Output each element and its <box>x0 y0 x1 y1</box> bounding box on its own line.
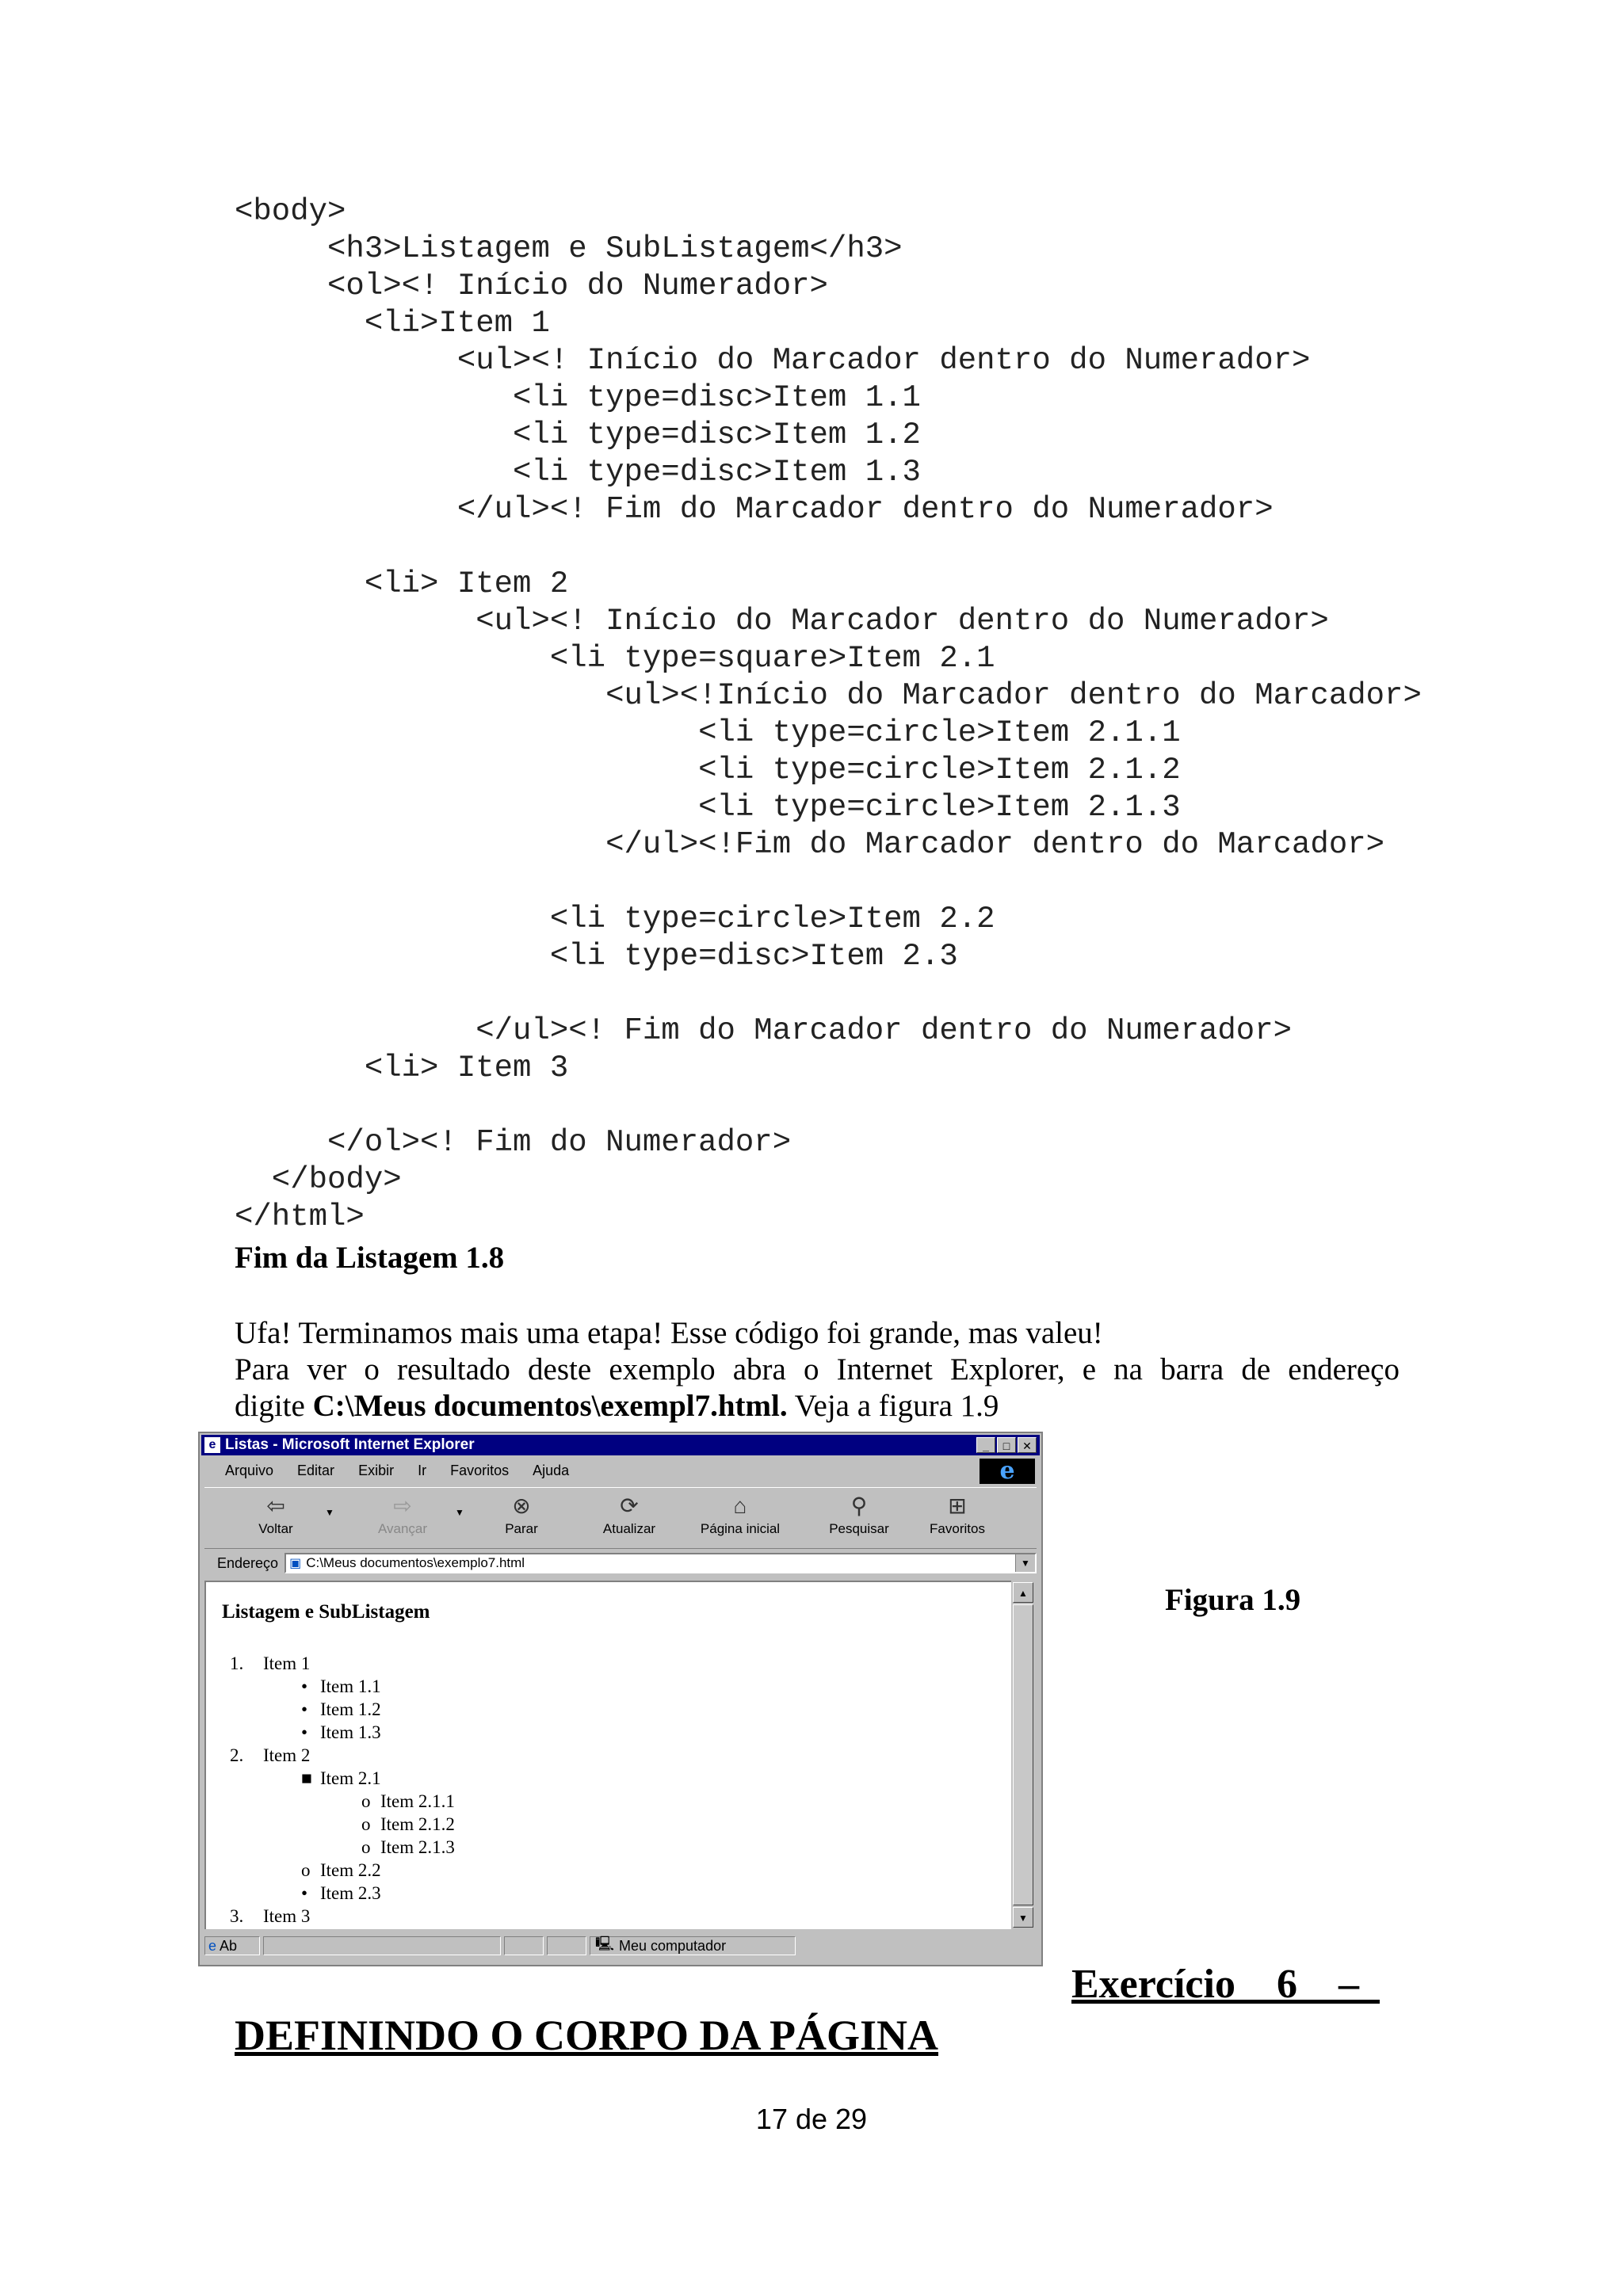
code-line: <ul><! Início do Marcador dentro do Numerador> <box>235 604 1329 639</box>
list-item <box>301 1768 381 1789</box>
status-bar <box>204 1934 1037 1958</box>
list-marker: o <box>301 1860 311 1880</box>
title-bar <box>201 1435 1040 1455</box>
code-line: </html> <box>235 1199 365 1234</box>
list-marker: o <box>361 1791 371 1811</box>
code-line: <li type=circle>Item 2.2 <box>235 902 995 936</box>
menu-ajuda[interactable]: Ajuda <box>533 1462 570 1478</box>
back-arrow-icon: ⇦ <box>266 1493 285 1518</box>
list-item-text: Item 2.1.3 <box>380 1837 455 1857</box>
menu-bar <box>204 1459 1037 1482</box>
address-dropdown-icon[interactable]: ▼ <box>1015 1554 1035 1572</box>
toolbar <box>204 1487 1037 1549</box>
address-value: C:\Meus documentos\exemplo7.html <box>306 1555 525 1570</box>
list-marker: • <box>301 1676 308 1696</box>
forward-button[interactable] <box>355 1491 450 1537</box>
paragraph-2: Para ver o resultado deste exemplo abra o Internet Explorer, e na barra de endereço <box>235 1352 1400 1386</box>
list-marker: o <box>361 1837 371 1857</box>
code-line: <li> Item 2 <box>235 566 569 601</box>
code-line: <ul><!Início do Marcador dentro do Marcador> <box>235 678 1422 713</box>
list-item <box>301 1883 381 1904</box>
list-item <box>301 1676 381 1697</box>
list-item-text: Item 3 <box>263 1906 311 1926</box>
menu-arquivo[interactable]: Arquivo <box>225 1462 274 1478</box>
code-line: <li type=disc>Item 1.3 <box>235 455 921 490</box>
figure-caption: Figura 1.9 <box>1165 1583 1301 1617</box>
favorites-icon: ⊞ <box>948 1493 967 1518</box>
list-item <box>230 1906 310 1927</box>
page-viewport <box>204 1581 1011 1929</box>
status-label: Ab <box>220 1937 238 1954</box>
code-line: <li type=square>Item 2.1 <box>235 641 995 676</box>
refresh-icon: ⟳ <box>620 1493 639 1518</box>
list-marker: 3. <box>230 1906 244 1926</box>
list-marker: • <box>301 1699 308 1719</box>
computer-icon: 🖳 <box>595 1936 615 1951</box>
code-line: <ol><! Início do Numerador> <box>235 269 828 303</box>
code-line: </ul><!Fim do Marcador dentro do Marcador> <box>235 827 1385 862</box>
code-line: <li type=disc>Item 1.2 <box>235 418 921 452</box>
code-line: <li>Item 1 <box>235 306 550 341</box>
page-icon: ▣ <box>289 1557 302 1570</box>
list-item-text: Item 1.3 <box>320 1722 381 1742</box>
search-label: Pesquisar <box>829 1521 889 1536</box>
list-item-text: Item 2.1.2 <box>380 1814 455 1834</box>
menu-ir[interactable]: Ir <box>418 1462 427 1478</box>
scroll-up-icon[interactable]: ▲ <box>1013 1582 1033 1603</box>
status-cell-a <box>504 1936 544 1955</box>
code-line: <body> <box>235 194 346 229</box>
list-marker: o <box>361 1814 371 1834</box>
list-item <box>301 1699 381 1720</box>
list-marker: • <box>301 1722 308 1742</box>
section-heading: DEFININDO O CORPO DA PÁGINA <box>235 2012 939 2059</box>
list-item-text: Item 1.2 <box>320 1699 381 1719</box>
code-line <box>235 528 1422 566</box>
home-icon: ⌂ <box>733 1493 747 1518</box>
list-item-text: Item 1 <box>263 1653 311 1673</box>
status-text <box>204 1936 260 1955</box>
address-input[interactable] <box>285 1553 1037 1573</box>
code-line: </body> <box>235 1162 402 1197</box>
refresh-button[interactable] <box>582 1491 677 1537</box>
page-number: 17 de 29 <box>755 2103 868 2135</box>
code-line <box>235 1087 1422 1124</box>
back-dropdown-icon[interactable]: ▼ <box>325 1507 334 1518</box>
list-marker: • <box>301 1883 308 1903</box>
forward-label: Avançar <box>377 1521 428 1536</box>
back-label: Voltar <box>258 1521 293 1536</box>
status-progress <box>263 1936 501 1955</box>
search-icon: ⚲ <box>850 1493 868 1518</box>
exercise-heading: Exercício 6 – <box>1071 1962 1380 2007</box>
list-item-text: Item 2.1.1 <box>380 1791 455 1811</box>
maximize-button[interactable]: □ <box>997 1437 1016 1453</box>
paragraph-3-suffix: Veja a figura 1.9 <box>787 1389 999 1423</box>
list-item-text: Item 2 <box>263 1745 311 1765</box>
list-item-text: Item 2.3 <box>320 1883 381 1903</box>
code-line: </ul><! Fim do Marcador dentro do Numerador> <box>235 492 1274 527</box>
code-line: <ul><! Início do Marcador dentro do Numerador> <box>235 343 1311 378</box>
minimize-button[interactable]: _ <box>976 1437 995 1453</box>
scroll-thumb[interactable] <box>1013 1604 1033 1905</box>
code-line <box>235 864 1422 901</box>
list-item-text: Item 2.2 <box>320 1860 381 1880</box>
list-marker: 1. <box>230 1653 244 1673</box>
code-line: <h3>Listagem e SubListagem</h3> <box>235 231 903 266</box>
list-item <box>230 1745 310 1766</box>
code-line <box>235 975 1422 1013</box>
list-item-text: Item 2.1 <box>320 1768 381 1788</box>
code-line: <li type=circle>Item 2.1.1 <box>235 715 1181 750</box>
status-zone <box>590 1936 796 1955</box>
code-line: <li type=disc>Item 2.3 <box>235 939 958 974</box>
forward-dropdown-icon[interactable]: ▼ <box>455 1507 464 1518</box>
list-item-text: Item 1.1 <box>320 1676 381 1696</box>
back-button[interactable] <box>228 1491 323 1537</box>
stop-icon: ⊗ <box>512 1493 531 1518</box>
list-item <box>361 1791 455 1812</box>
address-label: Endereço <box>217 1554 279 1571</box>
code-line: <li> Item 3 <box>235 1051 569 1085</box>
forward-arrow-icon: ⇨ <box>393 1493 412 1518</box>
home-button[interactable] <box>685 1491 796 1537</box>
ie-app-icon: e <box>204 1437 220 1453</box>
menu-exibir[interactable]: Exibir <box>358 1462 395 1478</box>
code-line: </ul><! Fim do Marcador dentro do Numerador> <box>235 1013 1293 1048</box>
list-marker: ■ <box>301 1768 312 1788</box>
list-marker: 2. <box>230 1745 244 1765</box>
home-label: Página inicial <box>700 1521 781 1536</box>
menu-editar[interactable]: Editar <box>297 1462 335 1478</box>
stop-button[interactable] <box>474 1491 569 1537</box>
vertical-scrollbar[interactable] <box>1011 1581 1035 1929</box>
list-item <box>301 1860 381 1881</box>
favorites-button[interactable] <box>910 1491 1005 1537</box>
scroll-down-icon[interactable]: ▼ <box>1013 1907 1033 1928</box>
paragraph-3-prefix: digite <box>235 1389 313 1423</box>
code-line: <li type=circle>Item 2.1.2 <box>235 753 1181 788</box>
code-listing <box>235 193 1422 1236</box>
window-controls <box>976 1437 1037 1453</box>
address-bar <box>204 1550 1037 1576</box>
close-button[interactable]: ✕ <box>1018 1437 1037 1453</box>
refresh-label: Atualizar <box>602 1521 656 1536</box>
code-line: <li type=disc>Item 1.1 <box>235 380 921 415</box>
page-heading: Listagem e SubListagem <box>222 1601 430 1623</box>
file-path: C:\Meus documentos\exempl7.html. <box>312 1389 788 1423</box>
browser-window <box>198 1432 1043 1966</box>
list-item <box>361 1837 455 1858</box>
window-title: Listas - Microsoft Internet Explorer <box>225 1436 475 1453</box>
search-button[interactable] <box>812 1491 907 1537</box>
paragraph-1: Ufa! Terminamos mais uma etapa! Esse código foi grande, mas valeu! <box>235 1316 1103 1350</box>
list-item <box>230 1653 310 1674</box>
ie-logo-icon: e <box>980 1459 1035 1484</box>
listing-end-label: Fim da Listagem 1.8 <box>235 1241 505 1275</box>
code-line: </ol><! Fim do Numerador> <box>235 1125 792 1160</box>
status-cell-b <box>547 1936 586 1955</box>
code-line: <li type=circle>Item 2.1.3 <box>235 790 1181 825</box>
ie-status-icon: e <box>208 1937 217 1954</box>
paragraph-3 <box>235 1388 1400 1425</box>
menu-favoritos[interactable]: Favoritos <box>450 1462 510 1478</box>
stop-label: Parar <box>505 1521 538 1536</box>
favorites-label: Favoritos <box>930 1521 985 1536</box>
list-item <box>301 1722 381 1743</box>
list-item <box>361 1814 455 1835</box>
status-zone-label: Meu computador <box>619 1937 727 1954</box>
